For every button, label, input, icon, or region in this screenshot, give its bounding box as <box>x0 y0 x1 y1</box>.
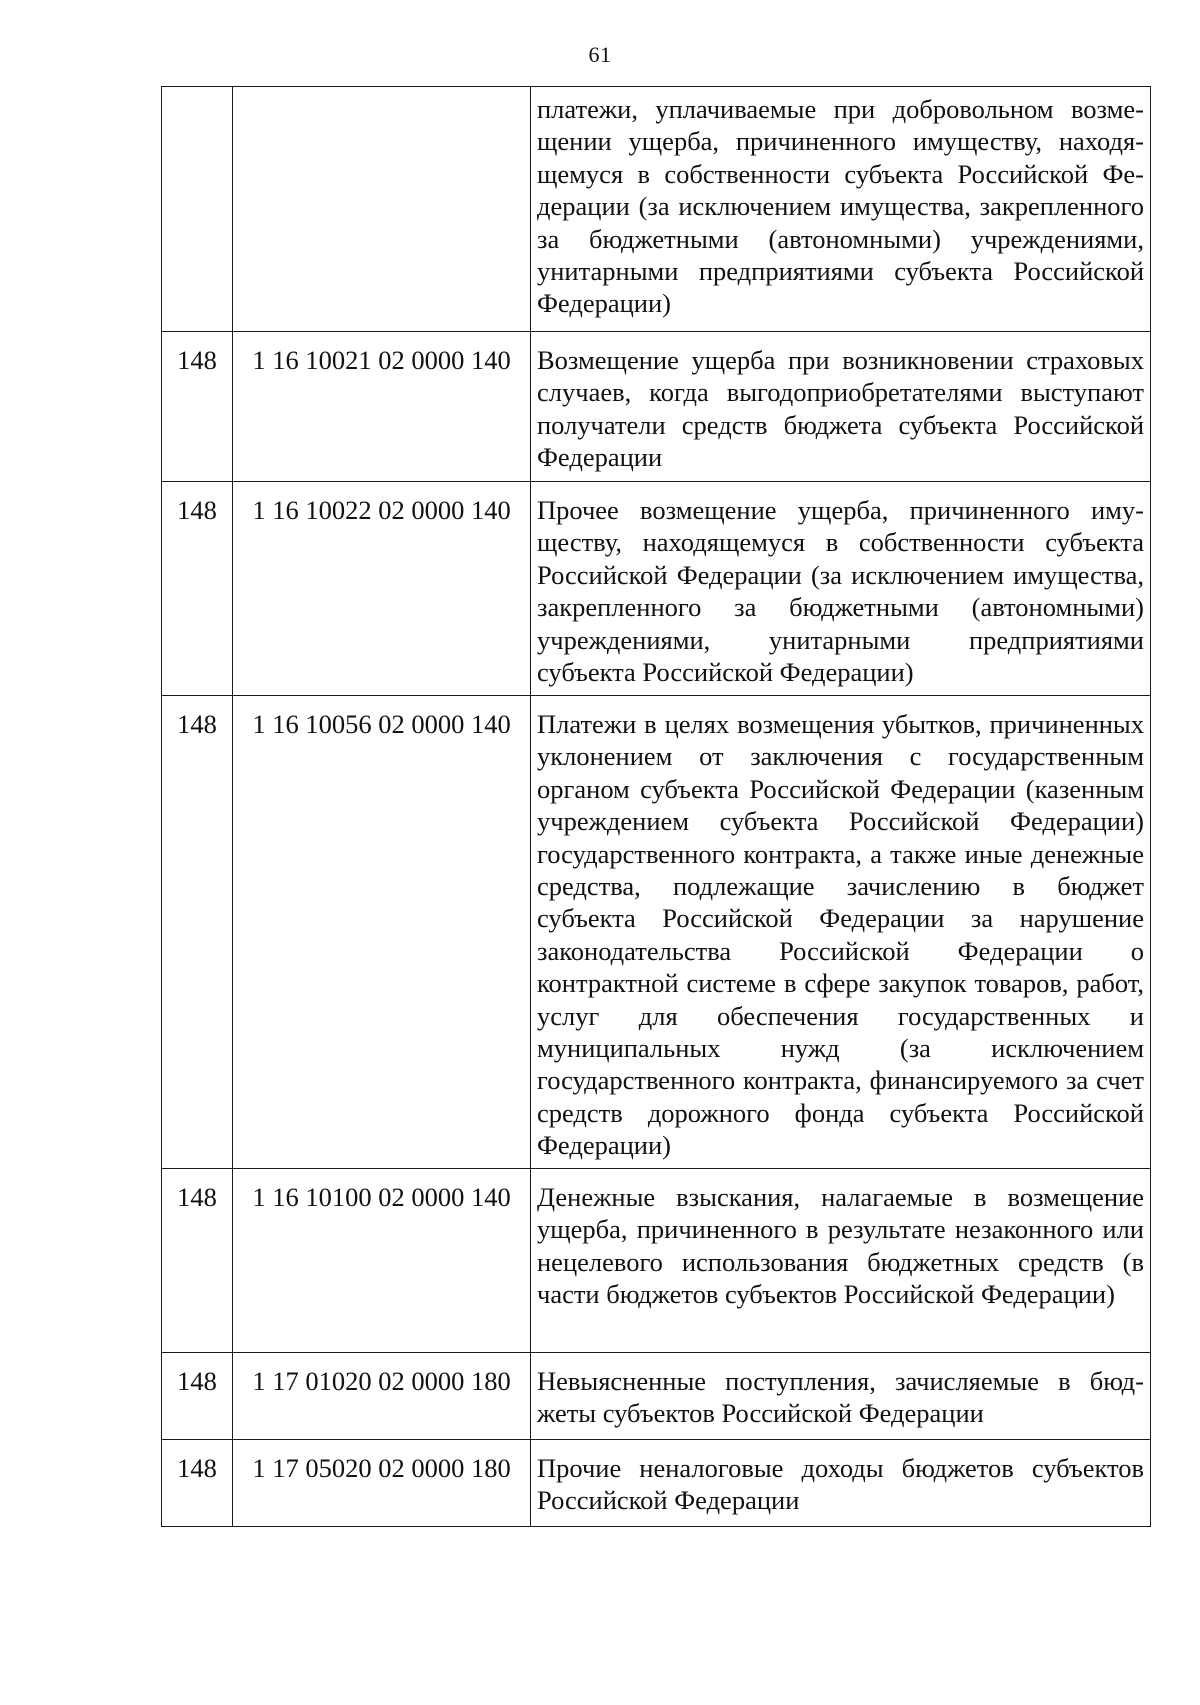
budget-code-cell: 1 16 10021 02 0000 140 <box>233 332 531 482</box>
budget-code-cell: 1 16 10022 02 0000 140 <box>233 482 531 696</box>
revenue-name-cell: Денежные взыскания, налагаемые в возмещение ущерба, причиненного в результате незаконного или нецелевого использования бюджетных средств (в части бюджетов субъектов Российской Федерации) <box>531 1168 1151 1352</box>
table-row <box>162 696 1151 1169</box>
revenue-name-cell: платежи, уплачиваемые при добровольном возмещении ущерба, причиненного имуществу, находящемуся в собственности субъекта Российской Федерации (за исключением имущества, закрепленного за бюджетными (автономными) учреждениями, унитарными предприятиями субъекта Российской Федерации) <box>531 87 1151 332</box>
table-row <box>162 482 1151 696</box>
revenue-name-cell: Прочее возмещение ущерба, причиненного имуществу, находящемуся в собственности субъекта Российской Федерации (за исключением имущества, закрепленного за бюджетными (автономными) учреждениями, унитарными предприятиями субъекта Российской Федерации) <box>531 482 1151 696</box>
budget-code-cell: 1 16 10100 02 0000 140 <box>233 1168 531 1352</box>
admin-code-cell <box>162 87 233 332</box>
admin-code-cell: 148 <box>162 332 233 482</box>
revenue-name-cell: Платежи в целях возмещения убытков, причиненных уклонением от заключения с государственным органом субъекта Российской Федерации (казенным учреждением субъекта Российской Федерации) государственного контракта, а также иные денежные средства, подлежащие зачислению в бюджет субъекта Российской Федерации за нарушение законодательства Российской Федерации о контрактной системе в сфере закупок товаров, работ, услуг для обеспечения государственных и муниципальных нужд (за исключением государственного контракта, финансируемого за счет средств дорожного фонда субъекта Российской Федерации) <box>531 696 1151 1169</box>
revenue-codes-table <box>161 86 1151 1527</box>
table-row <box>162 1352 1151 1439</box>
table-row <box>162 87 1151 332</box>
admin-code-cell: 148 <box>162 696 233 1169</box>
admin-code-cell: 148 <box>162 1439 233 1526</box>
revenue-name-cell: Возмещение ущерба при возникновении страховых случаев, когда выгодоприобретателями выступают получатели средств бюджета субъекта Российской Федерации <box>531 332 1151 482</box>
admin-code-cell: 148 <box>162 1168 233 1352</box>
table-row <box>162 332 1151 482</box>
budget-code-cell: 1 16 10056 02 0000 140 <box>233 696 531 1169</box>
admin-code-cell: 148 <box>162 482 233 696</box>
admin-code-cell: 148 <box>162 1352 233 1439</box>
table-row <box>162 1168 1151 1352</box>
table-row <box>162 1439 1151 1526</box>
revenue-name-cell: Невыясненные поступления, зачисляемые в бюджеты субъектов Российской Федерации <box>531 1352 1151 1439</box>
budget-code-cell <box>233 87 531 332</box>
revenue-name-cell: Прочие неналоговые доходы бюджетов субъектов Российской Федерации <box>531 1439 1151 1526</box>
budget-code-cell: 1 17 05020 02 0000 180 <box>233 1439 531 1526</box>
page-number: 61 <box>588 42 612 67</box>
budget-code-cell: 1 17 01020 02 0000 180 <box>233 1352 531 1439</box>
